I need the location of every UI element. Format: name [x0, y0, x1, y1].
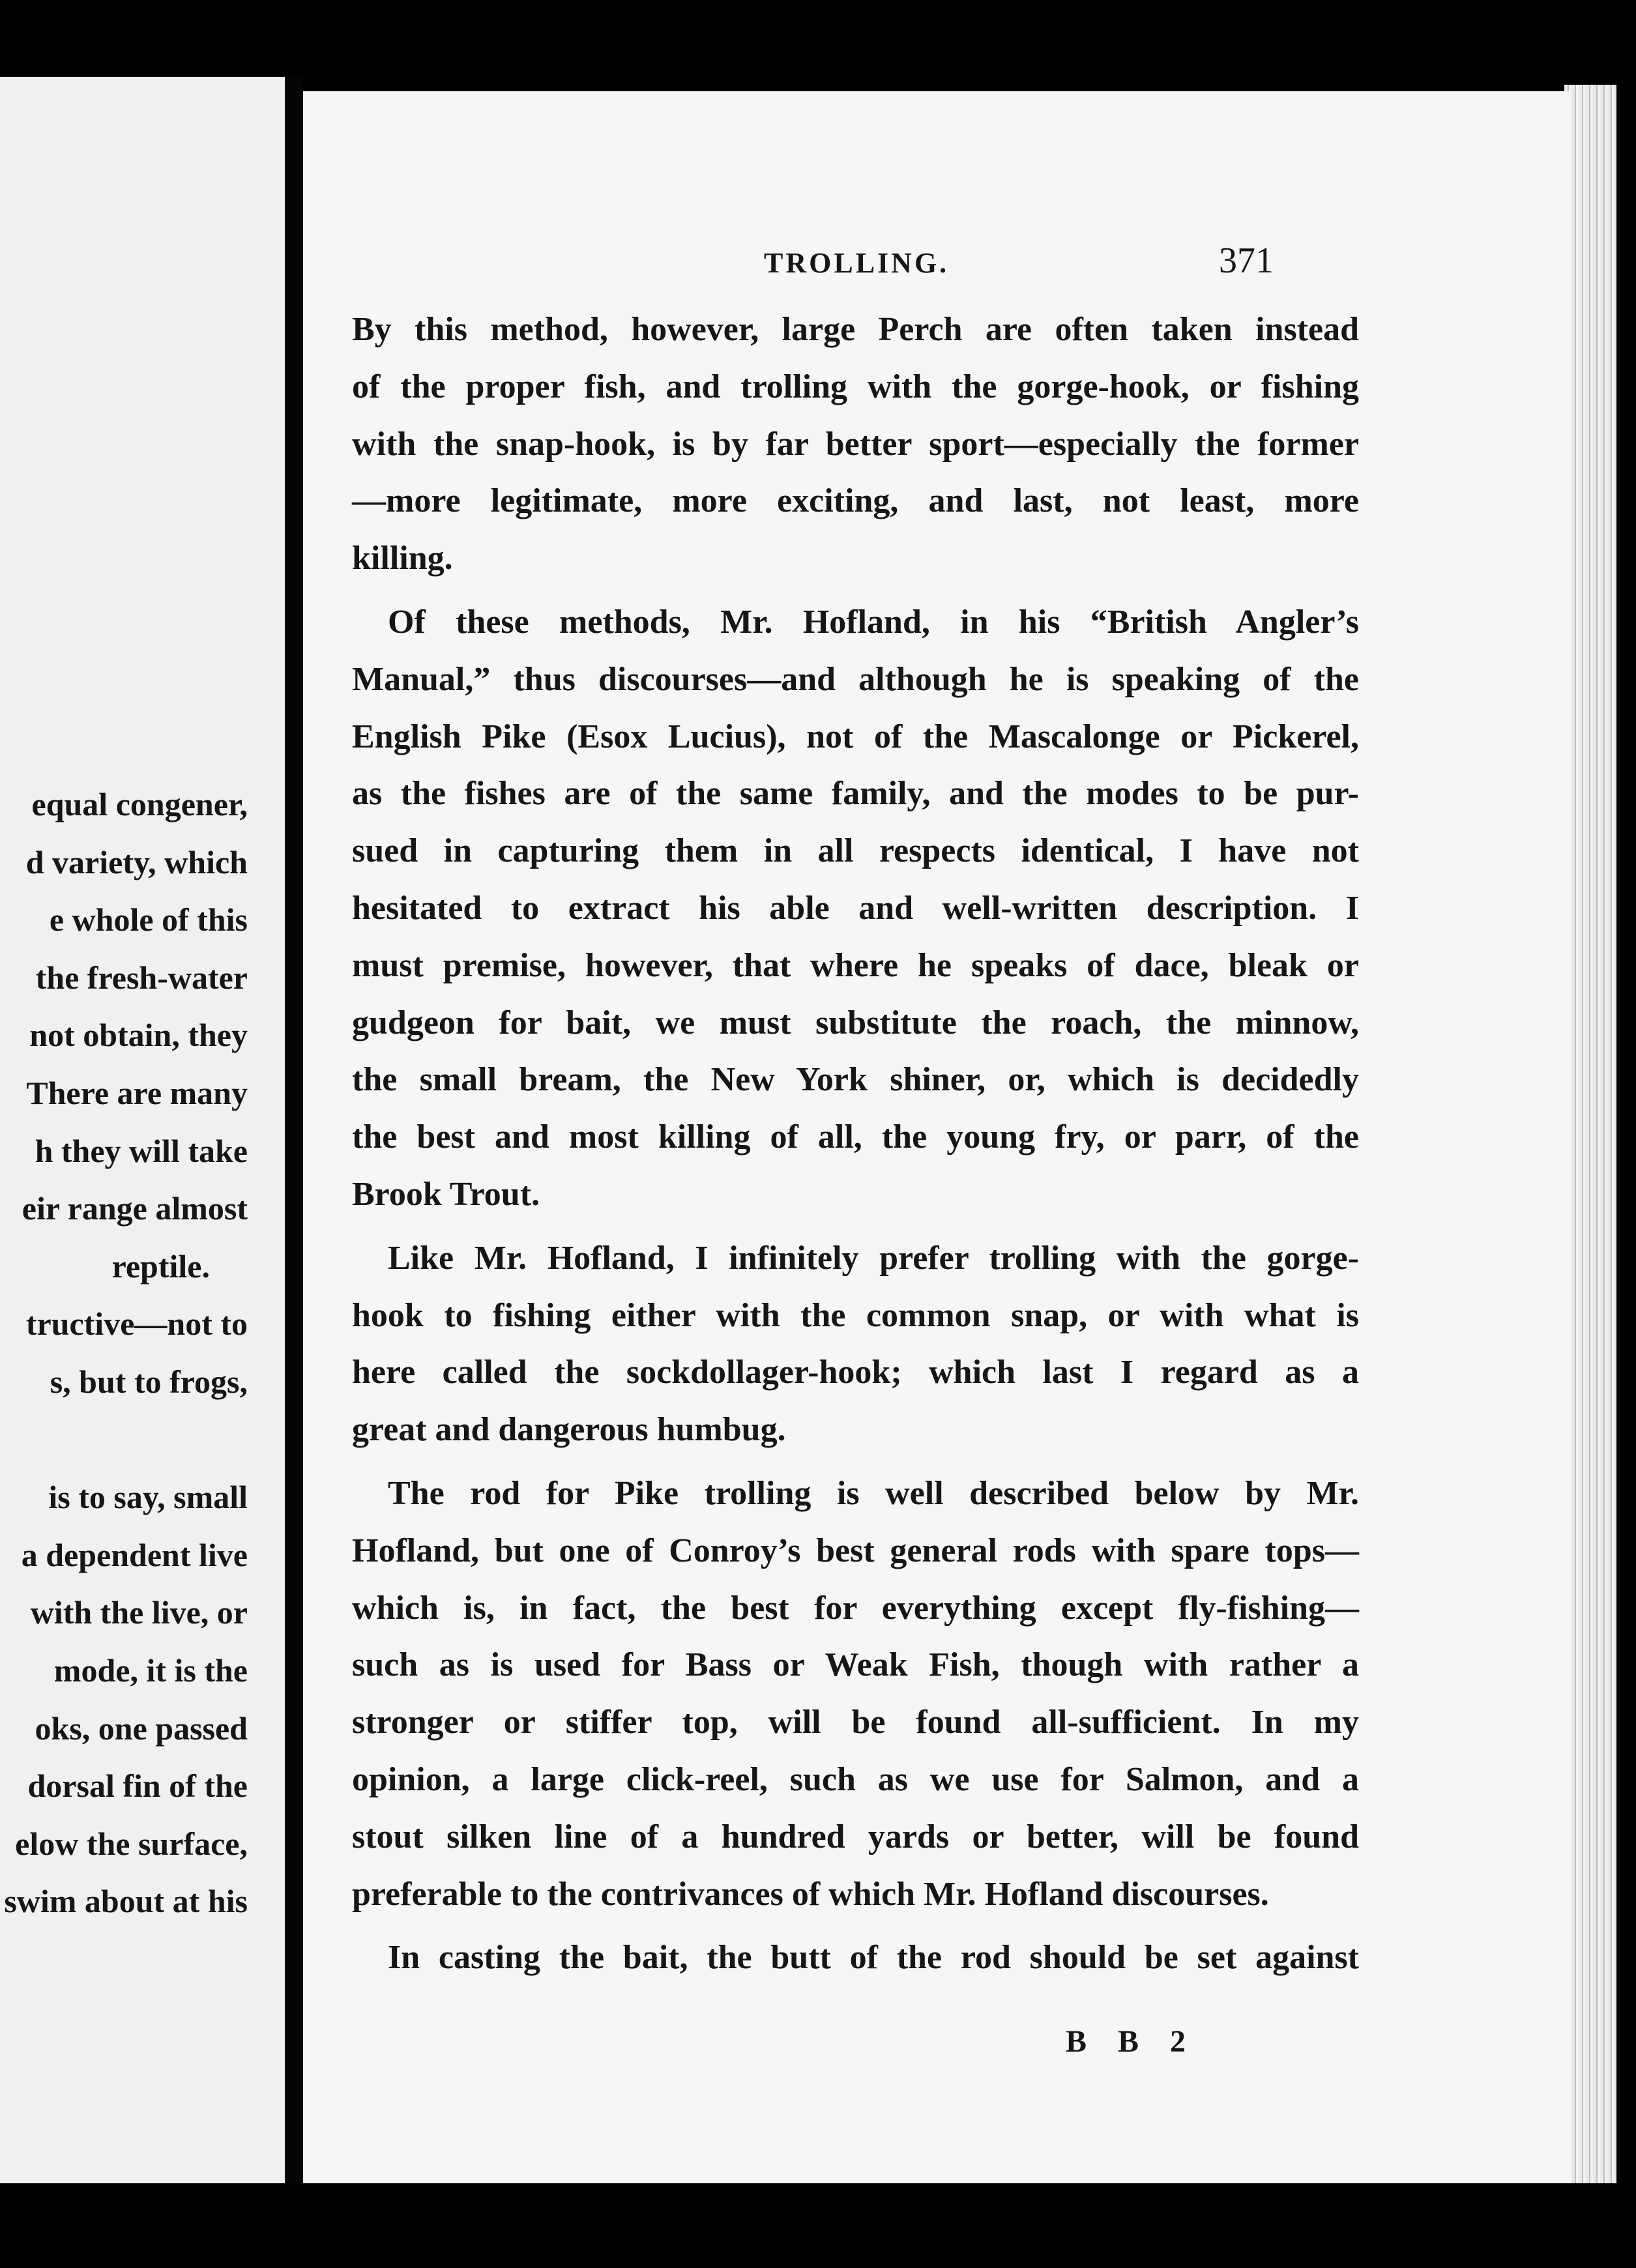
running-head [303, 235, 1571, 293]
text-line: gudgeon for bait, we must substitute the roach, the minnow, [352, 1004, 1359, 1041]
facing-page-line: a dependent live [21, 1536, 248, 1573]
facing-page [0, 77, 285, 2183]
text-line: Brook Trout. [352, 1175, 540, 1213]
page-title: TROLLING. [764, 247, 950, 279]
facing-page-line: h they will take [35, 1132, 248, 1169]
facing-page-line: not obtain, they [29, 1017, 248, 1054]
text-line: the small bream, the New York shiner, or, which is decidedly [352, 1061, 1359, 1099]
text-line: sued in capturing them in all respects identical, I have not [352, 832, 1359, 870]
page-edges [1564, 85, 1616, 2183]
text-line: hesitated to extract his able and well-written description. I [352, 889, 1359, 927]
text-line: of the proper fish, and trolling with the gorge-hook, or fishing [352, 368, 1359, 405]
facing-page-line: e whole of this [49, 901, 248, 938]
facing-page-line: swim about at his [4, 1883, 248, 1920]
text-line: —more legitimate, more exciting, and last, not least, more [352, 482, 1359, 520]
text-line: great and dangerous humbug. [352, 1411, 786, 1449]
text-line: here called the sockdollager-hook; which last I regard as a [352, 1354, 1359, 1391]
text-line: Like Mr. Hofland, I infinitely prefer trolling with the gorge- [388, 1239, 1359, 1277]
text-line: hook to fishing either with the common snap, or with what is [352, 1296, 1359, 1334]
body-text [352, 301, 1359, 1986]
facing-page-line: reptile. [111, 1247, 210, 1285]
book-gutter [285, 77, 303, 2183]
text-line: In casting the bait, the butt of the rod should be set against [388, 1939, 1359, 1977]
facing-page-line [0, 1411, 248, 1469]
text-line: Hofland, but one of Conroy’s best general rods with spare tops— [352, 1532, 1359, 1569]
text-line: must premise, however, that where he speaks of dace, bleak or [352, 946, 1359, 984]
signature-mark: B B 2 [1066, 2024, 1198, 2059]
facing-page-line: d variety, which [25, 843, 248, 880]
facing-page-line: with the live, or [30, 1594, 248, 1631]
text-line: killing. [352, 540, 453, 577]
page-number: 371 [1219, 240, 1274, 281]
book-page [303, 91, 1571, 2183]
text-line: stronger or stiffer top, will be found all-sufficient. In my [352, 1704, 1359, 1741]
text-line: with the snap-hook, is by far better sport—especially the former [352, 425, 1359, 463]
text-line: which is, in fact, the best for everything except fly-fishing— [352, 1589, 1359, 1627]
facing-page-line: is to say, small [48, 1479, 248, 1516]
facing-page-line: elow the surface, [15, 1825, 248, 1862]
facing-page-line: dorsal fin of the [27, 1767, 248, 1805]
text-line: The rod for Pike trolling is well described below by Mr. [388, 1474, 1359, 1512]
facing-page-line: equal congener, [31, 786, 248, 822]
text-line: English Pike (Esox Lucius), not of the Mascalonge or Pickerel, [352, 718, 1359, 755]
text-line: stout silken line of a hundred yards or better, will be found [352, 1818, 1359, 1855]
text-line: the best and most killing of all, the young fry, or parr, of the [352, 1118, 1359, 1156]
facing-page-line: oks, one passed [35, 1709, 248, 1747]
text-line: By this method, however, large Perch are often taken instead [352, 311, 1359, 348]
facing-page-line: eir range almost [22, 1190, 248, 1227]
facing-page-line: mode, it is the [53, 1651, 248, 1689]
text-line: Of these methods, Mr. Hofland, in his “British Angler’s [388, 603, 1359, 641]
facing-page-line: tructive—not to [25, 1305, 248, 1343]
text-line: as the fishes are of the same family, and the modes to be pur- [352, 775, 1359, 813]
facing-page-text [0, 776, 248, 1930]
text-line: such as is used for Bass or Weak Fish, though with rather a [352, 1646, 1359, 1684]
facing-page-line: s, but to frogs, [50, 1363, 248, 1400]
text-line: Manual,” thus discourses—and although he is speaking of the [352, 660, 1359, 698]
facing-page-line: the fresh-water [35, 959, 248, 996]
text-line: preferable to the contrivances of which Mr. Hofland discourses. [352, 1875, 1269, 1913]
text-line: opinion, a large click-reel, such as we use for Salmon, and a [352, 1760, 1359, 1798]
facing-page-line: There are many [26, 1074, 248, 1111]
